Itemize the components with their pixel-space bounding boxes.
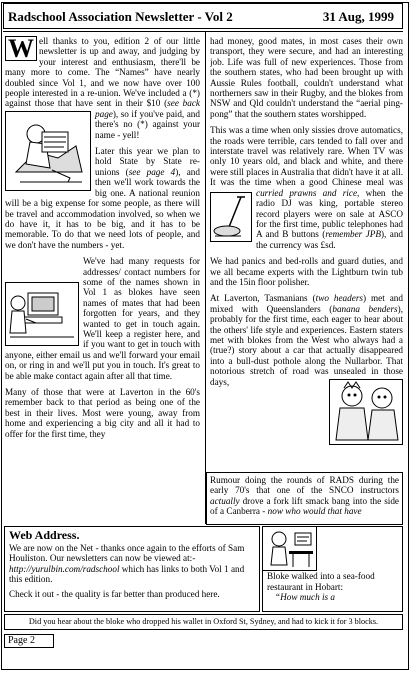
joke-box: [262, 526, 403, 612]
joke-lead: Bloke walked into a sea-food restaurant in Hobart:: [267, 571, 375, 592]
two-blokes-illustration: [329, 379, 403, 445]
web-address-box: [4, 526, 260, 612]
issue-date: 31 Aug, 1999: [322, 9, 394, 24]
web-paragraph: We are now on the Net - thanks once again to the efforts of Sam Houliston. Our newsletters can now be viewed at:- http://yurulbin.com/radschool which has links to both Vol 1 and this edition.: [9, 542, 245, 585]
joke-text: [267, 571, 401, 603]
tasmanians-paragraph: At Laverton, Tasmanians (two headers) met and mixed with Queenslanders (banana benders), probably for the first time, each eager to hear about the others' life style and experiences. Eastern staters met with blokes from the West who always had a (true?) story about a car that actually disappeared into a bull-dust pothole along the Nullarbor. That notorious stretch of road was unsealed in those days,: [210, 293, 403, 387]
rumour-box: Rumour doing the rounds of RADS during the early 70's that one of the SNCO instructors actually drove a fork lift smack bang into the side of a Canberra - now who would that have: [206, 472, 403, 525]
diner-icon: [263, 527, 316, 570]
two-men-icon: [330, 380, 402, 444]
sixties-paragraph: This was a time when only sissies drove automatics, the roads were terrible, cars tended to fall over and interstate travel was relatively rare. When TV was only 10 years old, and black and white, and there were still places in Australia that didn't have it at all. It was the time when a good Chinese meal was curried prawns and rice , when the radio DJ was king, portable stereo record players were on sale at ASCO for the first time, public telephones had A and B buttons (remember JPB), and the currency was £sd.: [210, 125, 403, 250]
web-heading: Web Address.: [9, 528, 80, 542]
drop-cap: W: [5, 36, 37, 61]
column-right: [210, 36, 403, 472]
computer-icon: [6, 283, 78, 345]
polisher-icon: [211, 193, 251, 241]
masthead-rule: [3, 31, 403, 32]
column-left: [5, 36, 200, 519]
footer-joke: Did you hear about the bloke who dropped his wallet in Oxford St, Sydney, and had to kick it for 3 blocks.: [4, 614, 403, 630]
newsletter-title: Radschool Association Newsletter - Vol 2: [8, 9, 233, 24]
state-reunion-paragraph: Later this year we plan to hold State by State re-unions (see page 4), and then we'll work towards the big one. A national reunion will be a big expense for some people, as there will be travel and accommodation involved, so when we do have it, it has to be big, and it has to be memorable. To do that we need lots of people, and we don't have the numbers - yet.: [5, 146, 200, 250]
contacts-paragraph: We've had many requests for addresses/ contact numbers for some of the names shown in Vol 1 as blokes have seen names of mates that had been forgotten for years, and they wanted to get in touch again. We'll keep a register here, and if you want to get in touch with anyone, either email us and we'll forward your email on, or ring in and we'll put you in touch. It's great to be able make contact again after all that time.: [5, 256, 200, 381]
check-it-out-paragraph: Check it out - the quality is far better than produced here.: [9, 588, 220, 599]
good-mates-paragraph: had money, good mates, in most cases their own transport, they were secure, and had an interesting job. Life was full of new experiences. Those from the southern states, who had been brought up with Aussie Rules football, couldn't understand what northerners saw in their Rugby, and the blokes from NSW and Qld couldn't understand the “aerial ping-pong” that the southern states worshipped.: [210, 36, 403, 119]
reading-man-illustration: [5, 111, 91, 191]
restaurant-illustration: [263, 527, 317, 571]
column-divider: [205, 32, 206, 524]
masthead: [3, 3, 403, 29]
website-link[interactable]: http://yurulbin.com/radschool: [9, 563, 120, 574]
bedrolls-paragraph: We had panics and bed-rolls and guard duties, and we all became experts with the Lightburn twin tub and the 15in floor polisher.: [210, 256, 403, 287]
laverton-paragraph: Many of those that were at Laverton in the 60's remember back to that period as being one of the best in their lives. Most were young, away from home and experiencing a big city and all it had to offer for the first time, they: [5, 387, 200, 439]
joke-quote: “How much is a: [275, 592, 335, 603]
computer-user-illustration: [5, 282, 79, 346]
floor-polisher-illustration: [210, 192, 252, 242]
page-number: Page 2: [4, 634, 54, 648]
reading-man-icon: [6, 112, 90, 190]
intro-paragraph: W ell thanks to you, edition 2 of our little newsletter is up and away, and judging by your interest and enthusiasm, there'll be many more to come. The “Names” have nearly doubled since Vol 1, and we now have over 100 people interested in a re-union. We've included a (*) against those that have sent in their $10 ( see back page), so if you've paid, and there's no (*) against your name - yell!: [5, 36, 200, 140]
